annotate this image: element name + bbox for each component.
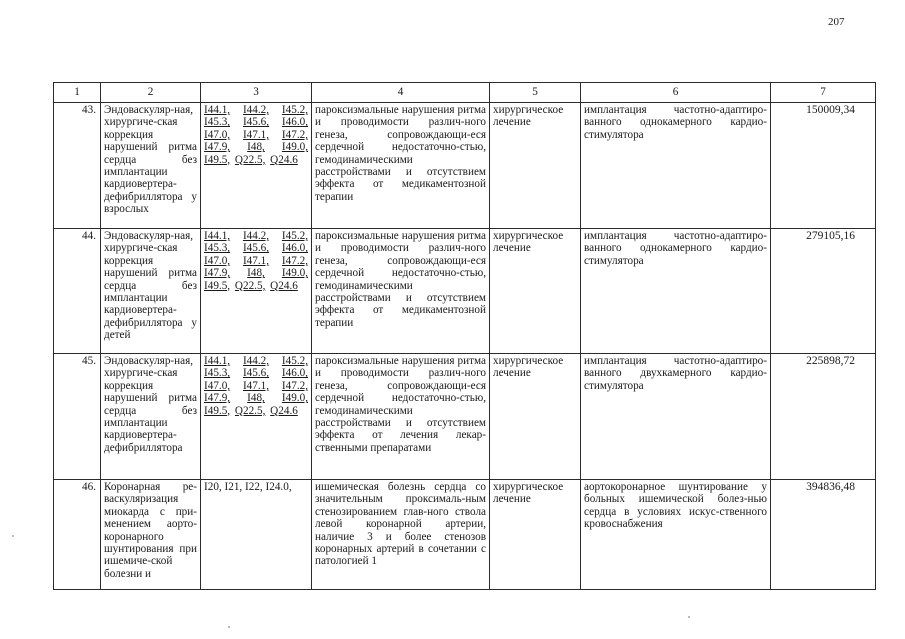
icd-code: I45.3,	[204, 116, 231, 129]
row-number: 43.	[54, 103, 101, 229]
service-name: Эндоваскуляр-ная, хирургиче-ская коррекция нарушений ритма сердца без имплантации кардиовертера-дефибриллятора	[101, 354, 201, 480]
cost-value: 225898,72	[771, 354, 876, 480]
treatment-type: хирургическое лечение	[490, 103, 581, 229]
diagnosis: пароксизмальные нарушения ритма и проводимости различ-ного генеза, сопровождающи-еся сердечной недостаточно-стью, гемодинамическими расстройствами и отсутствием эффекта от медикаментозной терапии	[312, 103, 490, 229]
icd-code: I46.0,	[281, 367, 309, 380]
diagnosis: пароксизмальные нарушения ритма и проводимости различ-ного генеза, сопровождающи-еся сердечной недостаточно-стью, гемодинамическими расстройствами и отсутствием эффекта от медикаментозной терапии	[312, 229, 490, 354]
diagnosis: ишемическая болезнь сердца со значительным проксималь-ным стенозированием глав-ного ствола левой коронарной артерии, наличие 3 и более стенозов коронарных артерий в сочетании с патологией 1	[312, 480, 490, 590]
icd-code: I49.0,	[281, 141, 308, 154]
icd-code: I46.0,	[281, 116, 309, 129]
icd-code: I48,	[247, 392, 265, 405]
row-number: 45.	[54, 354, 101, 480]
treatment-type: хирургическое лечение	[490, 229, 581, 354]
icd-code: I45.6,	[242, 367, 270, 380]
table-row	[54, 103, 876, 229]
row-number: 46.	[54, 480, 101, 590]
icd-code: I47.9,	[204, 392, 231, 405]
treatment-method: имплантация частотно-адаптиро-ванного двухкамерного кардио-стимулятора	[581, 354, 771, 480]
icd-code: I45.6,	[242, 116, 270, 129]
icd-codes	[201, 229, 312, 354]
icd-code: I45.2,	[281, 104, 309, 116]
header-cell: 1	[54, 83, 101, 103]
icd-code: I49.0,	[281, 267, 308, 280]
icd-code: Q24.6	[270, 153, 298, 166]
treatment-method: имплантация частотно-адаптиро-ванного однокамерного кардио-стимулятора	[581, 229, 771, 354]
page-number: 207	[828, 16, 845, 28]
icd-code: I47.2,	[281, 254, 309, 267]
icd-code: I45.3,	[204, 242, 231, 255]
treatment-method: аортокоронарное шунтирование у больных ишемической болез-нью сердца в условиях искус-ственного кровоснабжения	[581, 480, 771, 590]
icd-code: I44.1,	[204, 355, 231, 367]
icd-code: Q24.6	[270, 404, 298, 417]
cost-value: 279105,16	[771, 229, 876, 354]
icd-code: I44.1,	[204, 230, 231, 242]
icd-code: I45.2,	[281, 355, 309, 367]
scan-speck	[228, 626, 230, 628]
icd-codes: I20, I21, I22, I24.0,	[201, 480, 312, 590]
scan-speck	[688, 616, 690, 618]
table-header-row	[54, 83, 876, 103]
header-cell: 7	[771, 83, 876, 103]
treatment-method: имплантация частотно-адаптиро-ванного однокамерного кардио-стимулятора	[581, 103, 771, 229]
icd-code: I46.0,	[281, 242, 309, 255]
header-cell: 3	[201, 83, 312, 103]
icd-code: I47.0,	[204, 128, 231, 141]
icd-code: I44.1,	[204, 104, 231, 116]
icd-code: I49.0,	[281, 392, 308, 405]
table-row	[54, 354, 876, 480]
header-cell: 5	[490, 83, 581, 103]
icd-code: I47.0,	[204, 379, 231, 392]
icd-code: Q24.6	[270, 279, 298, 292]
icd-code: I49.5,	[204, 153, 231, 166]
icd-code: I49.5,	[204, 404, 231, 417]
service-name: Коронарная ре-васкуляризация миокарда с при-менением аорто-коронарного шунтирования при ишемиче-ской болезни и	[101, 480, 201, 590]
medical-services-table	[53, 82, 876, 590]
service-name: Эндоваскуляр-ная, хирургиче-ская коррекция нарушений ритма сердца без имплантации кардиовертера-дефибриллятора у детей	[101, 229, 201, 354]
icd-code: I45.6,	[242, 242, 270, 255]
icd-code: I47.1,	[242, 379, 270, 392]
icd-code: I45.3,	[204, 367, 231, 380]
header-cell: 4	[312, 83, 490, 103]
table-row	[54, 480, 876, 590]
cost-value: 394836,48	[771, 480, 876, 590]
icd-code: Q22.5,	[234, 279, 266, 292]
icd-code: I49.5,	[204, 279, 231, 292]
icd-code: I47.9,	[204, 267, 231, 280]
cost-value: 150009,34	[771, 103, 876, 229]
icd-code: I48,	[247, 267, 265, 280]
header-cell: 2	[101, 83, 201, 103]
header-cell: 6	[581, 83, 771, 103]
icd-codes	[201, 354, 312, 480]
icd-codes	[201, 103, 312, 229]
icd-code: I47.1,	[242, 254, 270, 267]
icd-code: I47.0,	[204, 254, 231, 267]
row-number: 44.	[54, 229, 101, 354]
icd-code: I44.2,	[242, 230, 270, 242]
icd-code: Q22.5,	[234, 153, 266, 166]
icd-code: I47.1,	[242, 128, 270, 141]
scan-speck	[12, 535, 14, 537]
icd-code: I47.2,	[281, 379, 309, 392]
service-name: Эндоваскуляр-ная, хирургиче-ская коррекция нарушений ритма сердца без имплантации кардиовертера-дефибриллятора у взрослых	[101, 103, 201, 229]
table-row	[54, 229, 876, 354]
icd-code: I44.2,	[242, 355, 270, 367]
icd-code: I48,	[247, 141, 265, 154]
diagnosis: пароксизмальные нарушения ритма и проводимости различ-ного генеза, сопровождающи-еся сердечной недостаточно-стью, гемодинамическими расстройствами и отсутствием эффекта от лечения лекар-ственными препаратами	[312, 354, 490, 480]
treatment-type: хирургическое лечение	[490, 354, 581, 480]
icd-code: Q22.5,	[234, 404, 266, 417]
treatment-type: хирургическое лечение	[490, 480, 581, 590]
icd-code: I47.9,	[204, 141, 231, 154]
icd-code: I45.2,	[281, 230, 309, 242]
icd-code: I47.2,	[281, 128, 309, 141]
icd-code: I44.2,	[242, 104, 270, 116]
